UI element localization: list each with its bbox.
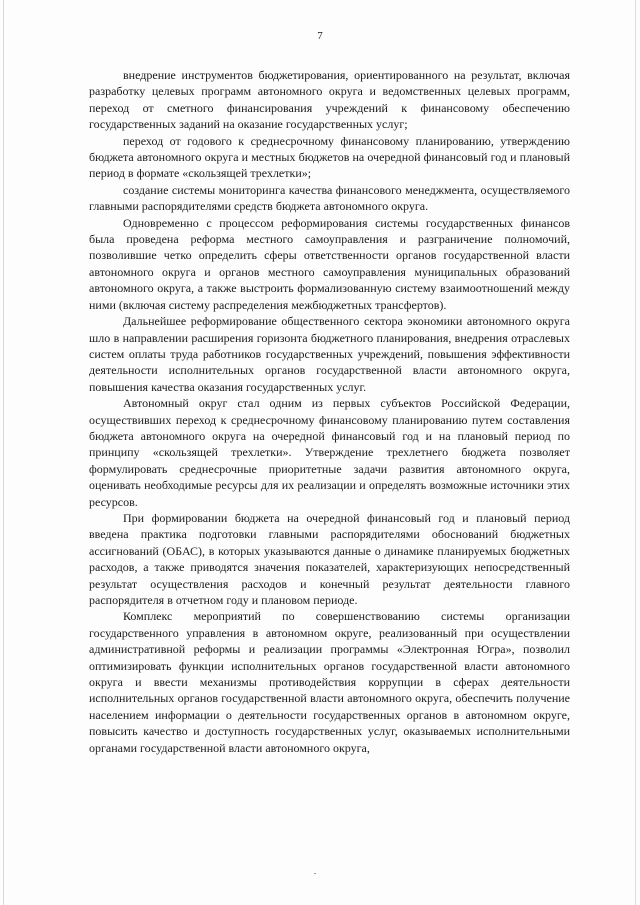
- paragraph-medium-term-planning: переход от годового к среднесрочному финансовому планированию, утверждению бюджета автономного округа и местных бюджетов на очередной финансовый год и плановый период в формате «скользящей трехлетки»;: [89, 133, 570, 181]
- page-number: 7: [317, 30, 323, 42]
- page-right-edge: [635, 0, 636, 905]
- paragraph-public-sector-reform: Дальнейшее реформирование общественного сектора экономики автономного округа шло в направлении расширения горизонта бюджетного планирования, внедрения отраслевых систем оплаты труда работников государственных учреждений, повышения эффективности деятельности исполнительных органов государственной власти автономного округа, повышения качества оказания государственных услуг.: [89, 314, 570, 394]
- scan-mark: [314, 873, 316, 874]
- body-text: [89, 67, 570, 756]
- page-left-edge: [3, 0, 4, 905]
- paragraph-budgeting-tools: внедрение инструментов бюджетирования, ориентированного на результат, включая разработку целевых программ автономного округа и ведомственных целевых программ, переход от сметного финансирования учреждений к финансовому обеспечению государственных заданий на оказание государственных услуг;: [89, 68, 570, 132]
- paragraph-obas-practice: При формировании бюджета на очередной финансовый год и плановый период введена практика подготовки главными распорядителями обоснований бюджетных ассигнований (ОБАС), в которых указываются данные о динамике планируемых бюджетных расходов, а также приводятся значения показателей, характеризующих непосредственный результат осуществления расходов и конечный результат деятельности главного распорядителя в отчетном году и плановом периоде.: [89, 510, 570, 607]
- paragraph-administrative-reform: Комплекс мероприятий по совершенствованию системы организации государственного управления в автономном округе, реализованный при осуществлении административной реформы и реализации программы «Электронная Югра», позволил оптимизировать функции исполнительных органов государственной власти автономного округа и ввести механизмы противодействия коррупции в сферах деятельности исполнительных органов государственной власти автономного округа, обеспечить получение населением информации о деятельности государственных органов в автономном округе, повысить качество и доступность государственных услуг, оказываемых исполнительными органами государственной власти автономного округа,: [89, 609, 570, 755]
- paragraph-local-government-reform: Одновременно с процессом реформирования системы государственных финансов была проведена реформа местного самоуправления и разграничение полномочий, позволившие четко определить сферы ответственности органов государственной власти автономного округа и органов местного самоуправления муниципальных образований автономного округа, а также выстроить формализованную систему взаимоотношений между ними (включая систему распределения межбюджетных трансфертов).: [89, 215, 570, 312]
- paragraph-three-year-budget: Автономный округ стал одним из первых субъектов Российской Федерации, осуществивших переход к среднесрочному финансовому планированию путем составления бюджета автономного округа на очередной финансовый год и на плановый период по принципу «скользящей трехлетки». Утверждение трехлетнего бюджета позволяет формулировать среднесрочные приоритетные задачи развития автономного округа, оценивать необходимые ресурсы для их реализации и определять возможные источники этих ресурсов.: [89, 396, 570, 509]
- paragraph-monitoring-system: создание системы мониторинга качества финансового менеджмента, осуществляемого главными распорядителями средств бюджета автономного округа.: [89, 182, 570, 214]
